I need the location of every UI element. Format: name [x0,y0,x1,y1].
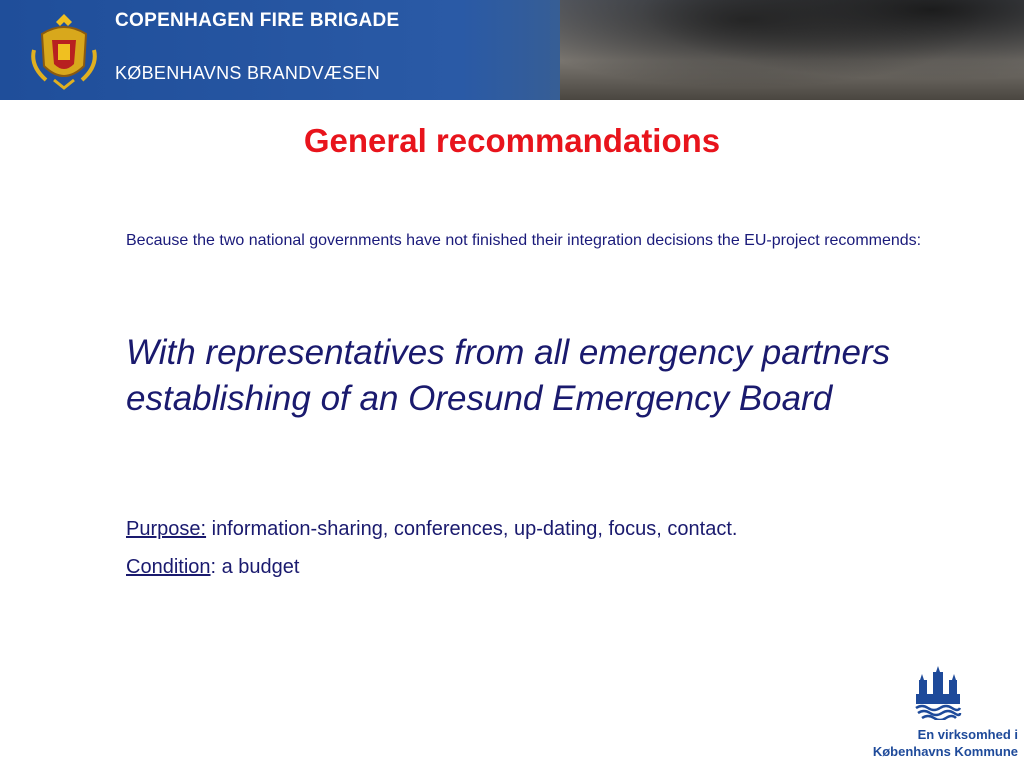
kommune-caption-line1: En virksomhed i [917,727,1018,742]
header-banner [0,0,1024,100]
purpose-text: information-sharing, conferences, up-dating, focus, contact. [206,518,738,540]
kommune-caption-line2: Københavns Kommune [872,744,1018,759]
fire-trucks-photo [560,0,1024,100]
intro-paragraph: Because the two national governments have not finished their integration decisions the EU-project recommends: [126,232,922,249]
purpose-line [126,518,966,541]
recommendation-statement: With representatives from all emergency partners establishing of an Oresund Emergency Board [126,333,891,418]
slide-title: General recommandations [303,122,721,159]
kommune-caption [840,726,1018,760]
purpose-label: Purpose: [126,518,207,540]
kommune-towers-logo-icon [914,664,962,720]
condition-text: : a budget [210,556,300,578]
fire-brigade-crest-icon [28,10,100,90]
condition-label: Condition [126,556,211,578]
brand-name-danish: KØBENHAVNS BRANDVÆSEN [115,63,381,83]
condition-line [126,556,966,579]
brand-name-english: COPENHAGEN FIRE BRIGADE [115,10,400,31]
